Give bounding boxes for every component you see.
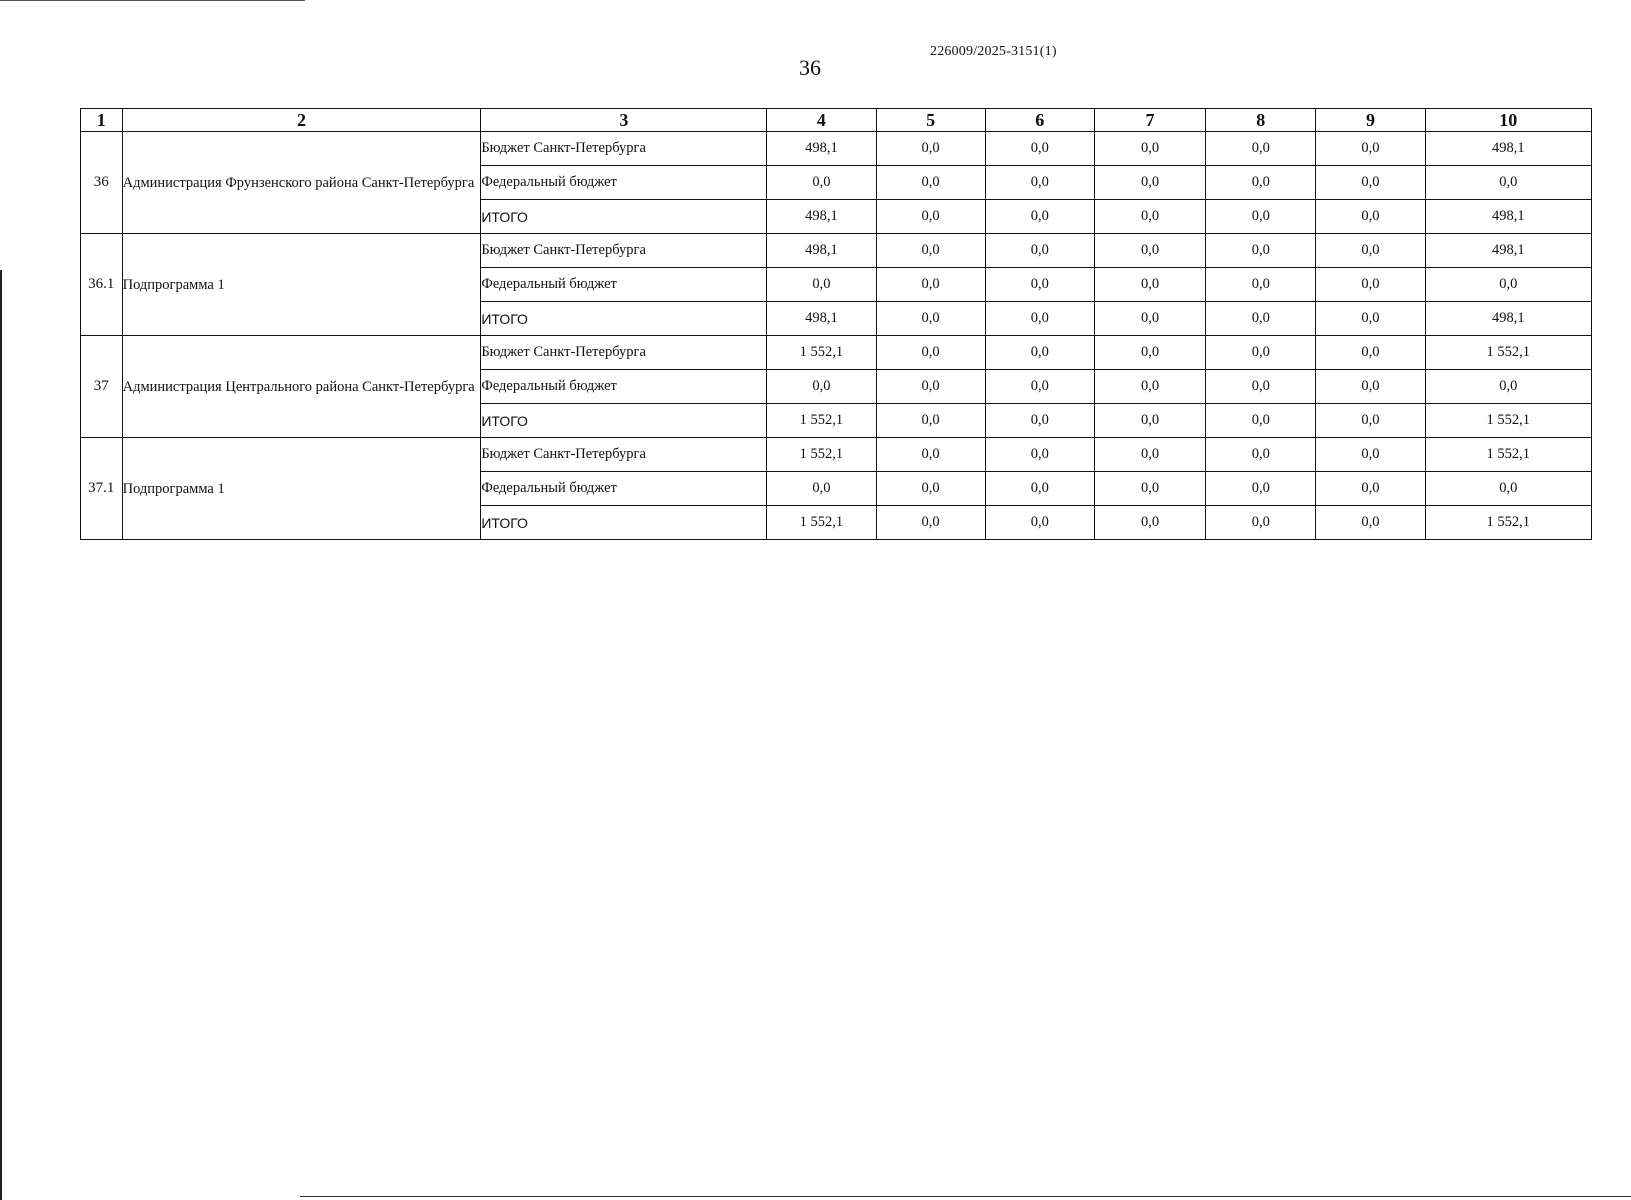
amount-cell: 1 552,1	[1425, 404, 1591, 438]
amount-cell: 0,0	[876, 200, 985, 234]
amount-cell: 0,0	[876, 472, 985, 506]
amount-cell: 0,0	[1206, 438, 1316, 472]
amount-cell: 0,0	[876, 336, 985, 370]
scan-edge-bottom	[300, 1196, 1631, 1197]
amount-cell: 0,0	[767, 370, 876, 404]
column-header: 3	[481, 109, 767, 132]
funding-source: Федеральный бюджет	[481, 268, 767, 302]
amount-cell: 0,0	[985, 370, 1094, 404]
amount-cell: 0,0	[1316, 268, 1425, 302]
amount-cell: 0,0	[767, 166, 876, 200]
amount-cell: 0,0	[876, 438, 985, 472]
column-header: 4	[767, 109, 876, 132]
amount-cell: 0,0	[1094, 370, 1205, 404]
amount-cell: 0,0	[1316, 234, 1425, 268]
row-number: 36.1	[81, 234, 123, 336]
amount-cell: 0,0	[1206, 302, 1316, 336]
funding-source: Федеральный бюджет	[481, 166, 767, 200]
amount-cell: 0,0	[1206, 506, 1316, 540]
amount-cell: 0,0	[985, 472, 1094, 506]
amount-cell: 0,0	[1206, 234, 1316, 268]
funding-source: ИТОГО	[481, 404, 767, 438]
amount-cell: 0,0	[1316, 472, 1425, 506]
funding-source: Федеральный бюджет	[481, 370, 767, 404]
amount-cell: 0,0	[985, 438, 1094, 472]
amount-cell: 1 552,1	[767, 438, 876, 472]
program-name: Подпрограмма 1	[122, 234, 481, 336]
amount-cell: 0,0	[1316, 506, 1425, 540]
amount-cell: 1 552,1	[767, 404, 876, 438]
amount-cell: 0,0	[1316, 404, 1425, 438]
amount-cell: 0,0	[1094, 200, 1205, 234]
scan-edge-top	[0, 0, 305, 1]
amount-cell: 1 552,1	[1425, 336, 1591, 370]
amount-cell: 0,0	[1094, 404, 1205, 438]
amount-cell: 0,0	[985, 268, 1094, 302]
amount-cell: 0,0	[876, 166, 985, 200]
row-number: 36	[81, 132, 123, 234]
amount-cell: 1 552,1	[767, 506, 876, 540]
amount-cell: 0,0	[985, 200, 1094, 234]
amount-cell: 0,0	[1316, 438, 1425, 472]
amount-cell: 498,1	[1425, 200, 1591, 234]
scan-edge-left	[0, 270, 2, 1200]
amount-cell: 1 552,1	[1425, 506, 1591, 540]
amount-cell: 0,0	[1206, 132, 1316, 166]
amount-cell: 0,0	[1206, 200, 1316, 234]
amount-cell: 0,0	[985, 404, 1094, 438]
column-header: 7	[1094, 109, 1205, 132]
table-row	[81, 132, 1592, 166]
amount-cell: 0,0	[1425, 472, 1591, 506]
amount-cell: 0,0	[1316, 166, 1425, 200]
amount-cell: 0,0	[1094, 132, 1205, 166]
amount-cell: 0,0	[985, 302, 1094, 336]
amount-cell: 498,1	[767, 132, 876, 166]
amount-cell: 0,0	[1206, 404, 1316, 438]
funding-source: ИТОГО	[481, 200, 767, 234]
funding-source: Бюджет Санкт-Петербурга	[481, 336, 767, 370]
budget-table	[80, 108, 1592, 540]
amount-cell: 0,0	[1316, 132, 1425, 166]
amount-cell: 0,0	[876, 506, 985, 540]
page-number: 36	[799, 55, 821, 80]
row-number: 37.1	[81, 438, 123, 540]
column-header: 10	[1425, 109, 1591, 132]
amount-cell: 0,0	[1094, 336, 1205, 370]
amount-cell: 0,0	[1094, 302, 1205, 336]
amount-cell: 0,0	[1425, 268, 1591, 302]
table-body	[81, 132, 1592, 540]
amount-cell: 0,0	[876, 132, 985, 166]
column-header: 9	[1316, 109, 1425, 132]
amount-cell: 498,1	[767, 302, 876, 336]
amount-cell: 0,0	[985, 234, 1094, 268]
amount-cell: 0,0	[985, 506, 1094, 540]
amount-cell: 0,0	[767, 268, 876, 302]
amount-cell: 498,1	[1425, 132, 1591, 166]
row-number: 37	[81, 336, 123, 438]
amount-cell: 0,0	[1094, 234, 1205, 268]
amount-cell: 0,0	[985, 336, 1094, 370]
funding-source: Бюджет Санкт-Петербурга	[481, 438, 767, 472]
amount-cell: 0,0	[1094, 166, 1205, 200]
amount-cell: 498,1	[767, 234, 876, 268]
amount-cell: 0,0	[1425, 166, 1591, 200]
column-header: 5	[876, 109, 985, 132]
table-row	[81, 234, 1592, 268]
amount-cell: 0,0	[876, 302, 985, 336]
amount-cell: 0,0	[1206, 166, 1316, 200]
amount-cell: 1 552,1	[1425, 438, 1591, 472]
amount-cell: 0,0	[767, 472, 876, 506]
column-header: 8	[1206, 109, 1316, 132]
table-row	[81, 438, 1592, 472]
amount-cell: 0,0	[1316, 370, 1425, 404]
amount-cell: 0,0	[876, 404, 985, 438]
column-header: 6	[985, 109, 1094, 132]
amount-cell: 1 552,1	[767, 336, 876, 370]
amount-cell: 0,0	[876, 234, 985, 268]
amount-cell: 0,0	[1206, 370, 1316, 404]
program-name: Подпрограмма 1	[122, 438, 481, 540]
amount-cell: 498,1	[1425, 234, 1591, 268]
amount-cell: 0,0	[876, 370, 985, 404]
table-row	[81, 336, 1592, 370]
amount-cell: 498,1	[767, 200, 876, 234]
amount-cell: 0,0	[1316, 336, 1425, 370]
program-name: Администрация Центрального района Санкт-Петербурга	[122, 336, 481, 438]
amount-cell: 0,0	[1094, 506, 1205, 540]
amount-cell: 0,0	[985, 166, 1094, 200]
funding-source: Бюджет Санкт-Петербурга	[481, 234, 767, 268]
funding-source: Федеральный бюджет	[481, 472, 767, 506]
funding-source: Бюджет Санкт-Петербурга	[481, 132, 767, 166]
amount-cell: 0,0	[876, 268, 985, 302]
column-header: 1	[81, 109, 123, 132]
program-name: Администрация Фрунзенского района Санкт-Петербурга	[122, 132, 481, 234]
amount-cell: 0,0	[1094, 438, 1205, 472]
funding-source: ИТОГО	[481, 506, 767, 540]
document-id: 226009/2025-3151(1)	[930, 44, 1057, 59]
amount-cell: 0,0	[1316, 302, 1425, 336]
column-header-row	[81, 109, 1592, 132]
amount-cell: 0,0	[1206, 472, 1316, 506]
amount-cell: 0,0	[1206, 336, 1316, 370]
column-header: 2	[122, 109, 481, 132]
amount-cell: 0,0	[1094, 472, 1205, 506]
amount-cell: 0,0	[1316, 200, 1425, 234]
amount-cell: 0,0	[1094, 268, 1205, 302]
amount-cell: 0,0	[985, 132, 1094, 166]
amount-cell: 0,0	[1425, 370, 1591, 404]
amount-cell: 0,0	[1206, 268, 1316, 302]
amount-cell: 498,1	[1425, 302, 1591, 336]
funding-source: ИТОГО	[481, 302, 767, 336]
